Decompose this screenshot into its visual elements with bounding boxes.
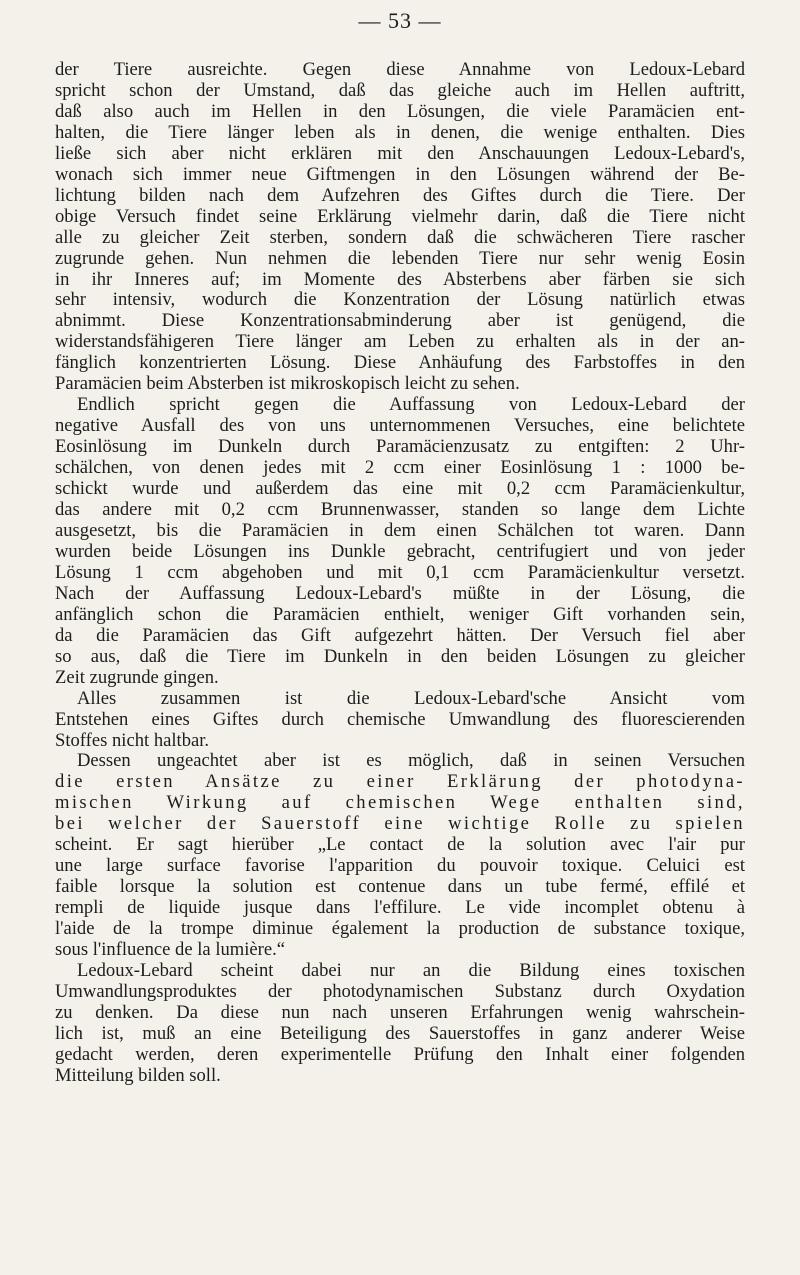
text-line: anfänglich schon die Paramäcien enthielt, weniger Gift vorhanden sein,	[55, 603, 745, 625]
text-line: Umwandlungsproduktes der photodynamischen Substanz durch Oxydation	[55, 980, 745, 1002]
text-line: zugrunde gehen. Nun nehmen die lebenden Tiere nur sehr wenig Eosin	[55, 247, 745, 269]
text-line: l'aide de la trompe diminue également la production de substance toxique,	[55, 918, 745, 940]
text-line: Entstehen eines Giftes durch chemische Umwandlung des fluorescierenden	[55, 708, 745, 730]
text-line: Alles zusammen ist die Ledoux-Lebard'sche Ansicht vom	[77, 687, 745, 709]
text-line: fänglich konzentrierten Lösung. Diese Anhäufung des Farbstoffes in den	[55, 352, 745, 374]
text-line: wonach sich immer neue Giftmengen in den Lösungen während der Be-	[55, 163, 745, 185]
text-line: mischen Wirkung auf chemischen Wege enthalten sind,	[55, 792, 745, 814]
text-line: der Tiere ausreichte. Gegen diese Annahme von Ledoux-Lebard	[55, 59, 745, 80]
text-line: spricht schon der Umstand, daß das gleiche auch im Hellen auftritt,	[55, 79, 745, 101]
text-line: rempli de liquide jusque dans l'effilure. Le vide incomplet obtenu à	[55, 897, 745, 919]
body-text	[55, 60, 745, 1087]
text-line: Zeit zugrunde gingen.	[55, 666, 219, 688]
text-line: wurden beide Lösungen ins Dunkle gebracht, centrifugiert und von jeder	[55, 540, 745, 562]
text-line: Nach der Auffassung Ledoux-Lebard's müßte in der Lösung, die	[55, 582, 745, 604]
text-line: ließe sich aber nicht erklären mit den Anschauungen Ledoux-Lebard's,	[55, 142, 745, 164]
text-line: in ihr Inneres auf; im Momente des Absterbens aber färben sie sich	[55, 268, 745, 290]
text-line: alle zu gleicher Zeit sterben, sondern daß die schwächeren Tiere rascher	[55, 226, 745, 248]
text-line: die ersten Ansätze zu einer Erklärung der photodyna-	[55, 771, 745, 793]
text-line: Eosinlösung im Dunkeln durch Paramäcienzusatz zu entgiften: 2 Uhr-	[55, 436, 745, 458]
text-line: obige Versuch findet seine Erklärung vielmehr darin, daß die Tiere nicht	[55, 205, 745, 227]
text-line: da die Paramäcien das Gift aufgezehrt hätten. Der Versuch fiel aber	[55, 624, 745, 646]
text-line: halten, die Tiere länger leben als in denen, die wenige enthalten. Dies	[55, 121, 745, 143]
text-line: lich ist, muß an eine Beteiligung des Sauerstoffes in ganz anderer Weise	[55, 1022, 745, 1044]
text-line: une large surface favorise l'apparition du pouvoir toxique. Celuici est	[55, 855, 745, 877]
text-line: Ledoux-Lebard scheint dabei nur an die Bildung eines toxischen	[77, 959, 745, 981]
text-line: schickt wurde und außerdem das eine mit 0,2 ccm Paramäcienkultur,	[55, 478, 745, 500]
text-line: schälchen, von denen jedes mit 2 ccm einer Eosinlösung 1 : 1000 be-	[55, 457, 745, 479]
text-line: gedacht werden, deren experimentelle Prüfung den Inhalt einer folgenden	[55, 1043, 745, 1065]
text-line: sehr intensiv, wodurch die Konzentration der Lösung natürlich etwas	[55, 289, 745, 311]
text-line: daß also auch im Hellen in den Lösungen, die viele Paramäcien ent-	[55, 100, 745, 122]
text-line: das andere mit 0,2 ccm Brunnenwasser, standen so lange dem Lichte	[55, 499, 745, 521]
text-line: abnimmt. Diese Konzentrationsabminderung aber ist genügend, die	[55, 310, 745, 332]
text-line: Lösung 1 ccm abgehoben und mit 0,1 ccm Paramäcienkultur versetzt.	[55, 561, 745, 583]
text-line: Dessen ungeachtet aber ist es möglich, daß in seinen Versuchen	[77, 750, 745, 772]
text-line: Mitteilung bilden soll.	[55, 1064, 221, 1086]
text-line: lichtung bilden nach dem Aufzehren des Giftes durch die Tiere. Der	[55, 184, 745, 206]
text-line: scheint. Er sagt hierüber „Le contact de la solution avec l'air pur	[55, 834, 745, 856]
page-number: — 53 —	[358, 8, 442, 33]
text-line: bei welcher der Sauerstoff eine wichtige Rolle zu spielen	[55, 813, 745, 835]
text-line: Paramäcien beim Absterben ist mikroskopisch leicht zu sehen.	[55, 373, 520, 395]
text-line: faible lorsque la solution est contenue dans un tube fermé, effilé et	[55, 876, 745, 898]
text-line: negative Ausfall des von uns unternommenen Versuches, eine belichtete	[55, 415, 745, 437]
text-line: Stoffes nicht haltbar.	[55, 729, 210, 751]
text-line: Endlich spricht gegen die Auffassung von Ledoux-Lebard der	[77, 394, 745, 416]
text-line: sous l'influence de la lumière.“	[55, 939, 286, 961]
text-line: zu denken. Da diese nun nach unseren Erfahrungen wenig wahrschein-	[55, 1001, 745, 1023]
text-line: ausgesetzt, bis die Paramäcien in dem einen Schälchen tot waren. Dann	[55, 519, 745, 541]
text-line: so aus, daß die Tiere im Dunkeln in den beiden Lösungen zu gleicher	[55, 645, 745, 667]
text-line: widerstandsfähigeren Tiere länger am Leben zu erhalten als in der an-	[55, 331, 745, 353]
